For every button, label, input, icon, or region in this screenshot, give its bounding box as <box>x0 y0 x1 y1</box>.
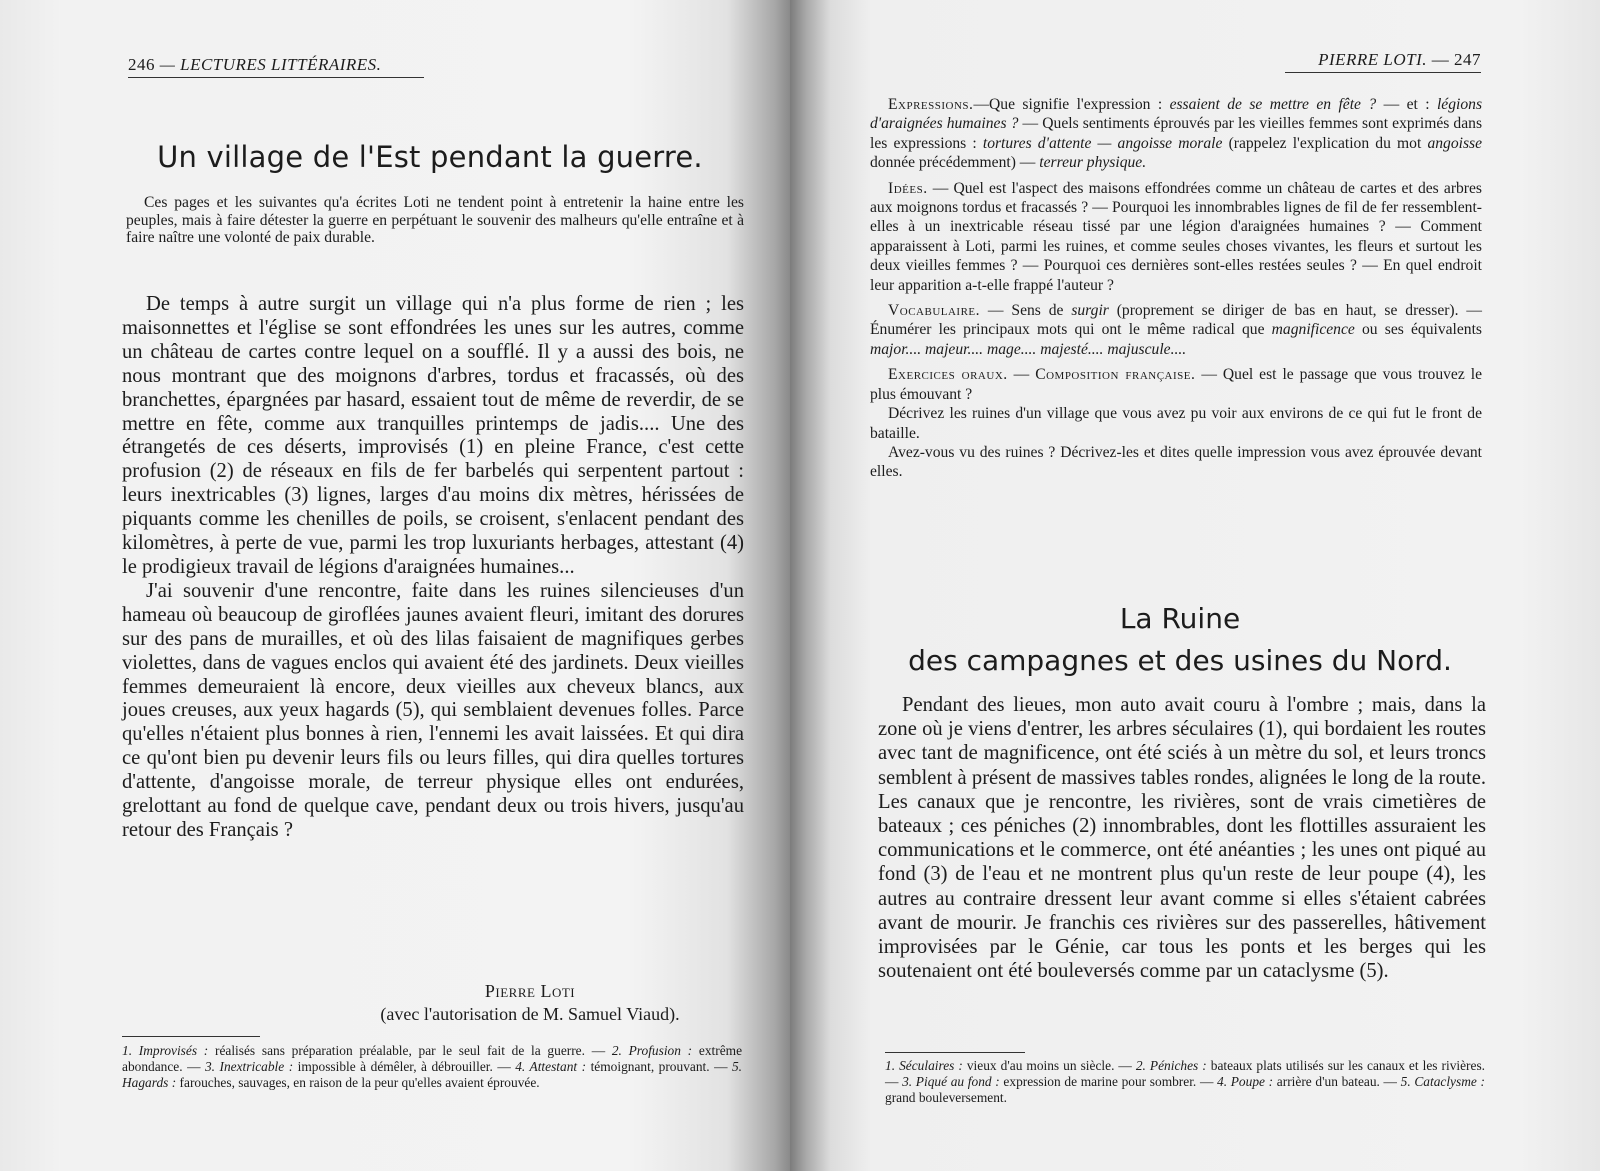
footnote-label: 5. Hagards : <box>122 1058 743 1090</box>
title-line-1: La Ruine <box>1119 602 1241 635</box>
exercise-line: Décrivez les ruines d'un village que vous avez pu voir aux environs de ce qui fut le front de bataille. <box>870 405 1482 442</box>
exercise-italic: major.... majeur.... mage.... majesté.... majuscule.... <box>870 340 1187 358</box>
footnote-label: 2. Péniches : <box>1135 1058 1207 1073</box>
footnote-rule <box>885 1052 1025 1053</box>
title-line-2: des campagnes et des usines du Nord. <box>908 644 1452 677</box>
exercise-line: Avez-vous vu des ruines ? Décrivez-les et dites quelle impression vous avez éprouvée devant elles. <box>870 443 1482 481</box>
exercise-text: donnée précédemment) — <box>870 154 1040 172</box>
exercise-text: — Quel est l'aspect des maisons effondrées comme un château de cartes et des arbres aux moignons tordus et fracassés ? — Pourquoi les innombrables lignes de fil de fer ressemblent-elles à un inextricable réseau tissé par une légion d'araignées humaines ? — Comment apparaissent à Loti, parmi les ruines, et comme seules choses vivantes, les fleurs et surtout les deux vieilles femmes ? — Pourquoi ces dernières sont-elles restées seules ? — En quel endroit leur apparition a-t-elle frappé l'auteur ? <box>870 179 1482 294</box>
footnote-text: témoignant, prouvant. — <box>586 1058 732 1074</box>
footnotes-left <box>122 1043 742 1090</box>
exercise-text: —Que signifie l'expression : <box>973 96 1170 113</box>
exercise-expressions <box>870 95 1482 173</box>
footnote-text: vieux d'au moins un siècle. — <box>962 1058 1136 1073</box>
exercise-text: ou ses équivalents <box>1354 321 1482 339</box>
exercise-label: Idées. <box>888 179 928 197</box>
running-head-right <box>1285 50 1481 73</box>
exercise-italic: essaient de se mettre en fête ? <box>1169 96 1377 113</box>
exercise-italic: magnificence <box>1271 321 1355 339</box>
footnote-rule <box>122 1036 260 1037</box>
signature <box>340 980 720 1026</box>
body-text-left <box>122 293 744 843</box>
exercise-italic: angoisse <box>1427 134 1483 152</box>
running-head-left <box>128 55 424 78</box>
footnote-label: 3. Piqué au fond : <box>902 1074 1000 1089</box>
body-text-right <box>878 693 1486 983</box>
exercise-text: — Quel est le passage que vous trouvez le plus émouvant ? <box>870 366 1482 403</box>
footnote-label: 4. Poupe : <box>1217 1074 1274 1089</box>
footnote-text: impossible à démêler, à débrouiller. — <box>293 1058 516 1074</box>
left-page <box>0 0 790 1171</box>
exercise-label: Expressions. <box>888 96 974 113</box>
paragraph: De temps à autre surgit un village qui n'a plus forme de rien ; les maisonnettes et l'église se sont effondrées les unes sur les autres, comme un château de cartes contre lequel on a soufflé. Il y a aussi des bois, ne nous montrant que des moignons d'arbres, tordus et fracassés, où des branchettes, épargnées par hasard, essaient tout de même de reverdir, de se mettre en fête, comme aux tranquilles printemps de jadis.... Une des étrangetés de ces déserts, improvisés (1) en pleine France, c'est cette profusion (2) de réseaux en fils de fer barbelés qui serpentent partout : leurs inextricables (3) lignes, larges d'au moins dix mètres, hérissées de piquants comme les chenilles de poils, se croisent, s'enlacent pendant des kilomètres, à perte de vue, parmi les trop luxuriants herbages, attestant (4) le prodigieux travail de légions d'araignées humaines... <box>122 293 744 578</box>
exercise-vocabulaire <box>870 301 1482 359</box>
exercise-text: — et : <box>1376 96 1437 113</box>
exercise-label: Composition française. <box>1035 366 1196 384</box>
author-name: Pierre Loti <box>484 981 576 1001</box>
exercise-text: — Quels sentiments éprouvés par les vieilles femmes sont exprimés dans les expressions : <box>870 115 1483 152</box>
intro-note: Ces pages et les suivantes qu'a écrites Loti ne tendent point à entretenir la haine entre les peuples, mais à faire détester la guerre en perpétuant le souvenir des malheurs qu'elle entraîne et à faire naître une volonté de paix durable. <box>126 194 744 246</box>
authorization-note: (avec l'autorisation de M. Samuel Viaud). <box>380 1004 680 1024</box>
footnote-label: 2. Profusion : <box>611 1043 693 1058</box>
page-number-right: — 247 <box>1431 50 1481 69</box>
exercise-oraux <box>870 365 1482 404</box>
footnote-label: 1. Séculaires : <box>885 1058 963 1073</box>
footnote-label: 5. Cataclysme : <box>1400 1074 1485 1089</box>
exercise-italic: terreur physique. <box>1039 154 1147 172</box>
exercise-text: — <box>1007 366 1036 384</box>
footnote-text: arrière d'un bateau. — <box>1273 1074 1401 1089</box>
exercise-label: Vocabulaire. <box>888 302 981 320</box>
footnote-text: expression de marine pour sombrer. — <box>999 1074 1218 1089</box>
paragraph: J'ai souvenir d'une rencontre, faite dans les ruines silencieuses d'un hameau où beaucoup de giroflées jaunes avaient fleuri, imitant des dorures sur des pans de murailles, et où des lilas faisaient de magnifiques gerbes violettes, dans de vagues enclos qui avaient été des jardinets. Deux vieilles femmes demeuraient là encore, deux vieilles aux cheveux blancs, aux joues creuses, aux yeux hagards (5), qui semblaient devenues folles. Parce qu'elles n'étaient plus bonnes à rien, l'ennemi les avait laissées. Et qui dira ce qu'ont bien pu devenir leurs fils ou leurs filles, qui dira quelles tortures d'attente, d'angoisse morale, de terreur physique elles ont endurées, grelottant au fond de quelque cave, pendant deux ou trois hivers, jusqu'au retour des Français ? <box>122 579 744 841</box>
article-title-right <box>880 598 1480 682</box>
exercise-text: (proprement se diriger de bas en haut, se dresser). — Énumérer les principaux mots qui ont le même radical que <box>870 302 1482 339</box>
footnote-text: bateaux plats utilisés sur les canaux et les rivières. — <box>885 1058 1486 1089</box>
exercise-label: Exercices oraux. <box>888 366 1008 384</box>
footnote-label: 4. Attestant : <box>515 1058 587 1074</box>
footnote-text: extrême abondance. — <box>122 1043 743 1074</box>
footnote-text: grand bouleversement. <box>885 1090 1007 1105</box>
running-title-right: PIERRE LOTI. <box>1318 50 1427 69</box>
exercise-idees <box>870 179 1482 295</box>
exercise-italic: tortures d'attente — angoisse morale <box>982 134 1223 152</box>
footnote-text: réalisés sans préparation préalable, par le seul fait de la guerre. — <box>208 1043 612 1058</box>
running-title-left: — LECTURES LITTÉRAIRES. <box>159 55 382 74</box>
paragraph: Pendant des lieues, mon auto avait couru à l'ombre ; mais, dans la zone où je viens d'entrer, les arbres séculaires (1), qui bordaient les routes avec tant de magnificence, ont été sciés à un mètre du sol, et leurs troncs semblent à présent de massives tables rondes, alignées le long de la route. Les canaux que je rencontre, les rivières, sont de vrais cimetières de bateaux ; ces péniches (2) innombrables, dont les flottilles assuraient les communications et le commerce, ont été anéanties ; les unes ont piqué au fond (3) de l'eau et ne montrent plus qu'un reste de leur poupe (4), les autres au contraire dressent leur avant comme si elles s'étaient cabrées avant de mourir. Je franchis ces rivières sur des passerelles, hâtivement improvisées par le Génie, car tous les ponts et les berges qui les soutenaient ont été bouleversés comme par un cataclysme (5). <box>878 694 1486 983</box>
exercise-italic: surgir <box>1071 302 1109 320</box>
footnotes-right <box>885 1058 1485 1106</box>
article-title-left: Un village de l'Est pendant la guerre. <box>157 140 703 174</box>
footnote-label: 1. Improvisés : <box>122 1043 209 1058</box>
exercise-text: (rappelez l'explication du mot <box>1222 134 1428 152</box>
footnote-label: 3. Inextricable : <box>204 1058 294 1074</box>
exercise-text: — Sens de <box>980 302 1072 320</box>
footnote-text: farouches, sauvages, en raison de la peur qu'elles avaient éprouvée. <box>176 1074 540 1090</box>
exercises-block <box>870 95 1482 488</box>
page-number-left: 246 <box>128 55 155 74</box>
exercise-italic: légions d'araignées humaines ? <box>870 96 1483 133</box>
